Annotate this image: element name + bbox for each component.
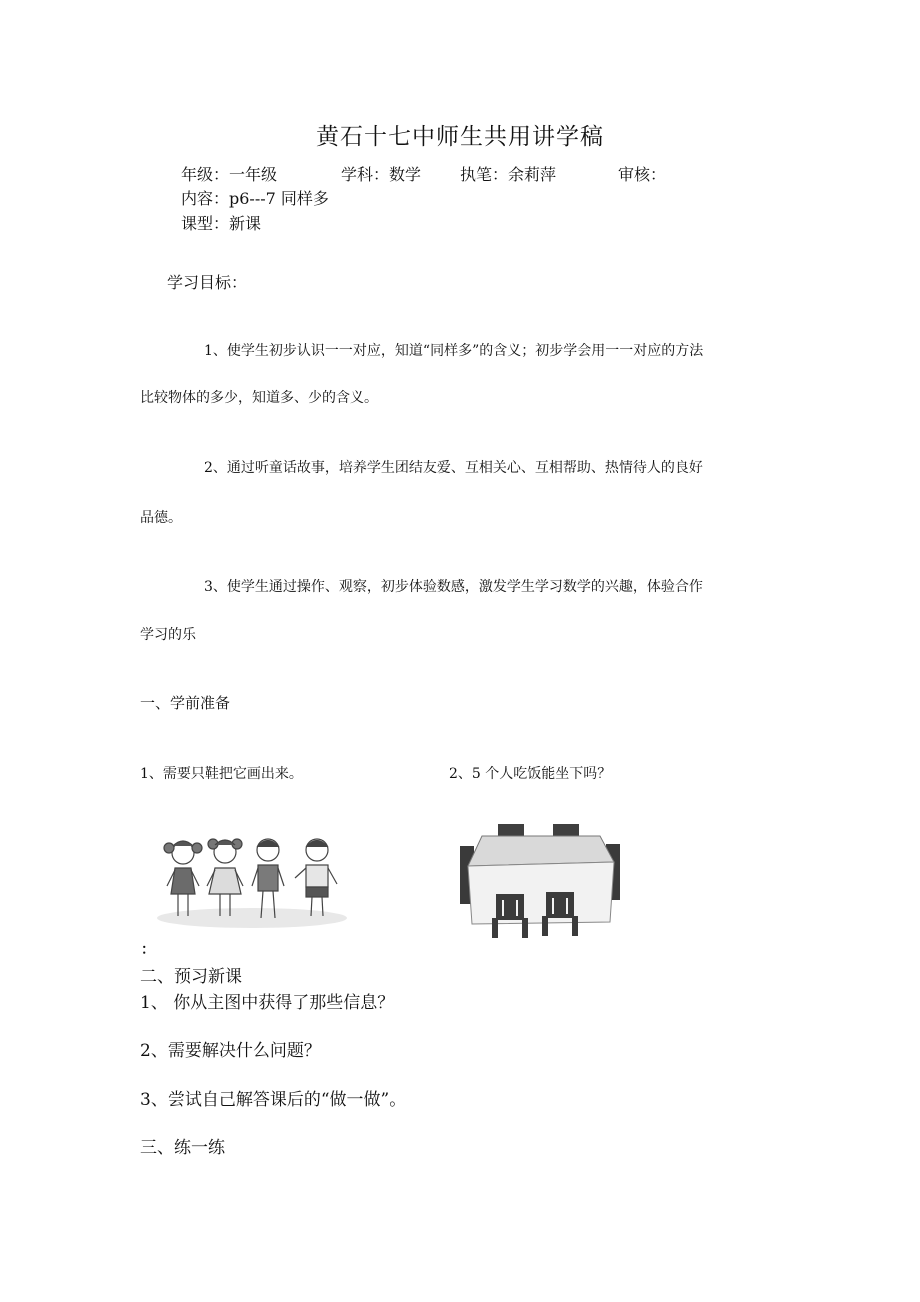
objective-3-line-2: 学习的乐 (140, 627, 196, 643)
child-1 (164, 841, 202, 916)
children-illustration-icon (155, 828, 350, 930)
section-1-question-2: 2、5 个人吃饭能坐下吗？ (449, 766, 612, 782)
objective-1-line-2: 比较物体的多少，知道多、少的含义。 (140, 390, 378, 406)
section-1-question-1: 1、需要只鞋把它画出来。 (140, 766, 303, 782)
reviewer-label: 审核： (618, 165, 667, 184)
grade-label: 年级：一年级 (181, 165, 278, 184)
content-label: 内容：p6---7 同样多 (181, 189, 329, 208)
section-3-heading: 三、练一练 (140, 1138, 225, 1158)
section-2-heading: 二、预习新课 (140, 967, 242, 987)
objective-1-line-1: 1、使学生初步认识一一对应，知道“同样多”的含义；初步学会用一一对应的方法 (204, 343, 704, 359)
stray-colon: ： (141, 942, 155, 958)
section-2-question-3: 3、尝试自己解答课后的“做一做”。 (140, 1090, 407, 1110)
subject-label: 学科：数学 (341, 165, 422, 184)
section-1-heading: 一、学前准备 (140, 694, 231, 712)
section-2-question-2: 2、需要解决什么问题？ (140, 1041, 321, 1061)
objectives-heading: 学习目标： (167, 273, 248, 292)
child-4 (295, 839, 337, 916)
objective-3-line-1: 3、使学生通过操作、观察，初步体验数感，激发学生学习数学的兴趣，体验合作 (204, 579, 703, 595)
page-title: 黄石十七中师生共用讲学稿 (316, 124, 604, 150)
child-3 (252, 839, 284, 918)
child-2 (207, 839, 243, 916)
objective-2-line-2: 品德。 (140, 510, 182, 526)
author-label: 执笔：余莉萍 (460, 165, 557, 184)
lesson-type-label: 课型：新课 (181, 214, 262, 233)
table-with-chairs-illustration-icon (458, 818, 623, 940)
section-2-question-1: 1、 你从主图中获得了那些信息？ (140, 993, 395, 1013)
objective-2-line-1: 2、通过听童话故事，培养学生团结友爱、互相关心、互相帮助、热情待人的良好 (204, 460, 703, 476)
